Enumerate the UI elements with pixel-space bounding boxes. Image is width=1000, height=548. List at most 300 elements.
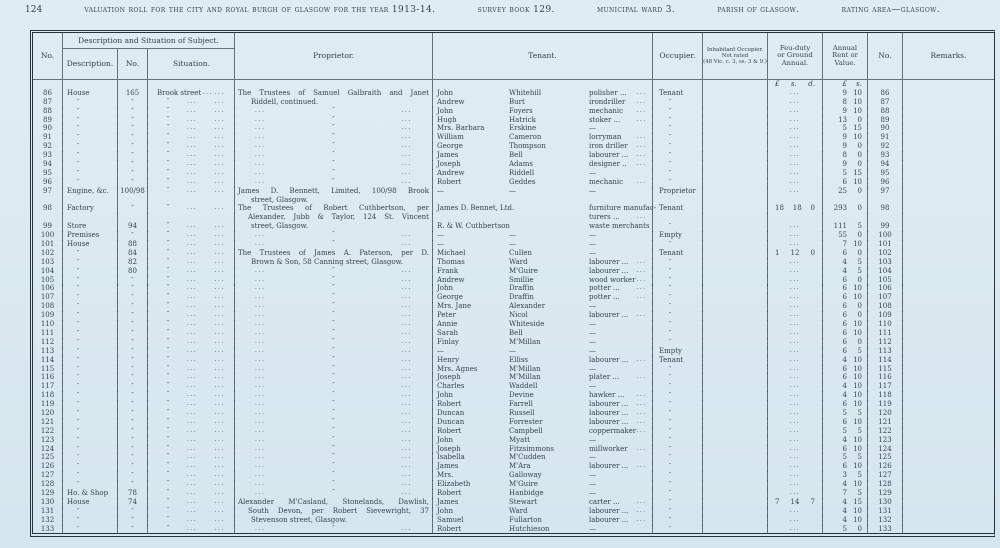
leader-dots: ... xyxy=(255,168,266,176)
rent-shillings: 10 xyxy=(853,373,862,382)
rent-shillings: 10 xyxy=(853,240,862,249)
feu-duty-cell xyxy=(768,187,823,196)
ditto-mark: ″ xyxy=(669,267,672,275)
leader-dots: ... xyxy=(636,275,647,283)
table-row xyxy=(33,204,994,213)
leader-dots: ... xyxy=(186,524,198,532)
tenant-surname: M'Cudden xyxy=(509,453,546,462)
entry-no: 115 xyxy=(40,364,55,373)
ditto-mark: ″ xyxy=(332,266,335,274)
tenant-surname: Hanbidge xyxy=(509,488,544,497)
leader-dots: ... xyxy=(186,302,198,310)
leader-dots: ... xyxy=(186,124,198,132)
rent-pounds: 6 xyxy=(842,462,847,471)
ditto-mark: ″ xyxy=(332,302,335,310)
tenant-surname: M'Millan xyxy=(509,364,541,373)
entry-no: 109 xyxy=(40,311,55,320)
page-header xyxy=(25,5,940,15)
entry-no: 133 xyxy=(878,524,892,533)
rent-shillings: 10 xyxy=(853,391,862,400)
leader-dots: ... xyxy=(214,186,225,194)
entry-no: 96 xyxy=(43,177,52,186)
entry-no: 105 xyxy=(40,275,55,284)
rent-pounds: 7 xyxy=(842,240,847,249)
leader-dots: ... xyxy=(186,444,198,452)
tenant-occupation: labourer ... xyxy=(589,462,629,471)
tenant-first-name: Mrs. Agnes xyxy=(437,364,478,373)
leader-dots: ... xyxy=(186,346,198,354)
col-header-situation: Situation. xyxy=(173,59,210,68)
ditto-mark: ″ xyxy=(167,275,170,283)
leader-dots: ... xyxy=(789,142,801,150)
leader-dots: ... xyxy=(214,106,225,114)
rent-pounds: 4 xyxy=(842,355,847,364)
situation-cell xyxy=(148,213,235,222)
leader-dots: ... xyxy=(789,284,801,292)
leader-dots: ... xyxy=(789,257,801,265)
ditto-mark: ″ xyxy=(77,516,80,524)
ditto-mark: ″ xyxy=(669,472,672,480)
tenant-occupation: — xyxy=(589,480,596,489)
occupier-cell: Empty xyxy=(653,231,703,241)
ditto-mark: ″ xyxy=(669,294,672,302)
ditto-mark: ″ xyxy=(167,284,170,292)
col-group-title: Description and Situation of Subject. xyxy=(63,33,234,49)
ditto-mark: ″ xyxy=(669,489,672,497)
rent-pounds: 9 xyxy=(842,133,847,142)
leader-dots: ... xyxy=(401,142,412,150)
ditto-mark: ″ xyxy=(77,436,80,444)
entry-no: 94 xyxy=(880,160,890,169)
ditto-mark: ″ xyxy=(131,205,134,213)
ditto-mark: ″ xyxy=(669,125,672,133)
entry-no: 128 xyxy=(40,480,55,489)
tenant-first-name: James xyxy=(437,462,459,471)
table-row xyxy=(33,489,994,498)
leader-dots: ... xyxy=(789,186,801,194)
leader-dots: ... xyxy=(789,240,801,248)
ditto-mark: ″ xyxy=(77,294,80,302)
col-header-inhabitant-occupier: Inhabitant Occupier. Not rated (48 Vic. c. 3, ss. 3 & 9.) xyxy=(703,33,768,79)
leader-dots: ... xyxy=(214,382,225,390)
leader-dots: ... xyxy=(401,124,412,132)
entry-no-cell xyxy=(33,80,63,89)
entry-no: 119 xyxy=(40,400,55,409)
rent-pounds: 6 xyxy=(842,364,847,373)
leader-dots: ... xyxy=(186,240,198,248)
description-cell: Engine, &c. xyxy=(63,187,118,196)
leader-dots: ... xyxy=(636,391,647,399)
page-title: valuation roll for the city and royal burgh of glasgow for the year 1913-14. xyxy=(84,5,436,15)
entry-no: 97 xyxy=(880,186,890,195)
col-header-feu-duty: Feu-duty or Ground Annual. xyxy=(768,33,823,79)
ditto-mark: ″ xyxy=(167,408,170,416)
ditto-mark: ″ xyxy=(167,266,170,274)
ditto-mark: ″ xyxy=(131,436,134,444)
ditto-mark: ″ xyxy=(669,116,672,124)
proprietor-cell xyxy=(235,213,433,222)
proprietor-cell xyxy=(235,89,433,98)
leader-dots: ... xyxy=(202,88,214,96)
tenant-occupation: labourer ... xyxy=(589,311,629,320)
leader-dots: ... xyxy=(636,160,647,168)
rent-pounds: 9 xyxy=(842,142,847,151)
leader-dots: ... xyxy=(214,524,225,532)
street-no-cell: 84 xyxy=(118,249,148,259)
tenant-surname: Russell xyxy=(509,408,535,417)
ditto-mark: ″ xyxy=(131,125,134,133)
description-cell: House xyxy=(63,240,118,250)
ditto-mark: ″ xyxy=(77,321,80,329)
leader-dots: ... xyxy=(214,471,225,479)
entry-no: 115 xyxy=(878,364,892,373)
leader-dots: ... xyxy=(789,471,801,479)
rent-shillings: 5 xyxy=(857,471,862,480)
table-body xyxy=(33,80,994,533)
leader-dots: ... xyxy=(186,471,198,479)
ditto-mark: ″ xyxy=(669,498,672,506)
ditto-mark: ″ xyxy=(77,454,80,462)
table-row xyxy=(33,196,994,205)
leader-dots: ... xyxy=(214,97,225,105)
leader-dots: ... xyxy=(636,426,647,434)
leader-dots: ... xyxy=(401,364,412,372)
entry-no: 125 xyxy=(40,453,55,462)
table-row xyxy=(33,498,994,507)
rent-pounds: 4 xyxy=(842,480,847,489)
leader-dots: ... xyxy=(401,382,412,390)
situation-cell xyxy=(148,80,235,89)
leader-dots: ... xyxy=(255,115,266,123)
leader-dots: ... xyxy=(186,426,198,434)
entry-no: 114 xyxy=(878,355,892,364)
inhabitant-occupier-cell xyxy=(703,187,768,196)
leader-dots: ... xyxy=(186,391,198,399)
proprietor-text: The Trustees of James A. Paterson, per D. xyxy=(238,248,429,257)
table-row xyxy=(33,409,994,418)
description-cell xyxy=(63,525,118,535)
ditto-mark: ″ xyxy=(167,355,170,363)
leader-dots: ... xyxy=(255,293,266,301)
situation-text: Brook street xyxy=(157,88,202,97)
rent-shillings: 5 xyxy=(857,222,862,231)
leader-dots: ... xyxy=(636,400,647,408)
leader-dots: ... xyxy=(636,213,647,221)
tenant-first-name: Robert xyxy=(437,426,462,435)
ditto-mark: ″ xyxy=(131,463,134,471)
proprietor-text: Brown & Son, 58 Canning street, Glasgow. xyxy=(251,257,403,266)
leader-dots: ... xyxy=(401,373,412,381)
leader-dots: ... xyxy=(255,435,266,443)
occupier-cell xyxy=(653,196,703,205)
tenant-first-name: Mrs. Barbara xyxy=(437,124,485,133)
tenant-occupation: — xyxy=(589,453,596,462)
street-no-cell: 74 xyxy=(118,498,148,508)
tenant-surname: Forrester xyxy=(509,417,543,426)
ditto-mark: ″ xyxy=(131,374,134,382)
rent-pounds: 8 xyxy=(842,151,847,160)
description-cell: House xyxy=(63,89,118,98)
tenant-first-name: George xyxy=(437,142,463,151)
tenant-occupation: — xyxy=(589,186,596,195)
proprietor-text: Stevenson street, Glasgow. xyxy=(251,515,347,524)
feu-duty-cell xyxy=(768,89,823,98)
leader-dots: ... xyxy=(789,515,801,523)
tenant-first-name: — xyxy=(437,186,444,195)
table-row xyxy=(33,107,994,116)
leader-dots: ... xyxy=(186,168,198,176)
entry-no: 108 xyxy=(878,302,892,311)
tenant-occupation: polisher ... xyxy=(589,88,627,97)
tenant-first-name: Michael xyxy=(437,248,466,257)
ditto-mark: ″ xyxy=(131,409,134,417)
ditto-mark: ″ xyxy=(332,275,335,283)
ditto-mark: ″ xyxy=(332,320,335,328)
leader-dots: ... xyxy=(636,408,647,416)
tenant-surname: Stewart xyxy=(509,497,538,506)
leader-dots: ... xyxy=(255,417,266,425)
tenant-occupation: mechanic xyxy=(589,106,624,115)
leader-dots: ... xyxy=(789,346,801,354)
ditto-mark: ″ xyxy=(131,232,134,240)
tenant-cell xyxy=(433,80,653,89)
ditto-mark: ″ xyxy=(669,383,672,391)
entry-no: 130 xyxy=(40,497,55,506)
leader-dots: ... xyxy=(186,408,198,416)
tenant-occupation: labourer ... xyxy=(589,515,629,524)
entry-no: 126 xyxy=(40,462,55,471)
ditto-mark: ″ xyxy=(131,365,134,373)
tenant-occupation: — xyxy=(589,364,596,373)
entry-no: 101 xyxy=(878,240,892,249)
entry-no: 89 xyxy=(880,115,890,124)
entry-no: 112 xyxy=(878,337,892,346)
entry-no: 90 xyxy=(880,124,890,133)
table-row xyxy=(33,222,994,231)
entry-no: 89 xyxy=(43,115,52,124)
table-row xyxy=(33,187,994,196)
tenant-occupation: — xyxy=(589,231,596,240)
rent-pounds: 6 xyxy=(842,177,847,186)
ditto-mark: ″ xyxy=(167,444,170,452)
entry-no: 95 xyxy=(880,168,890,177)
proprietor-cell xyxy=(235,80,433,89)
leader-dots: ... xyxy=(214,355,225,363)
leader-dots: ... xyxy=(401,320,412,328)
situation-cell xyxy=(148,525,235,535)
tenant-first-name: George xyxy=(437,293,463,302)
ditto-mark: ″ xyxy=(167,222,170,230)
leader-dots: ... xyxy=(214,328,225,336)
ditto-mark: ″ xyxy=(131,507,134,515)
rent-pounds: 4 xyxy=(842,497,847,506)
occupier-cell: Tenant xyxy=(653,89,703,98)
ditto-mark: ″ xyxy=(131,169,134,177)
rent-pounds: 5 xyxy=(842,426,847,435)
leader-dots: ... xyxy=(789,524,801,532)
leader-dots: ... xyxy=(401,240,412,248)
leader-dots: ... xyxy=(186,373,198,381)
situation-cell xyxy=(148,89,235,98)
leader-dots: ... xyxy=(789,106,801,114)
rent-pounds: 293 xyxy=(833,204,847,213)
tenant-surname: Adams xyxy=(509,160,533,169)
leader-dots: ... xyxy=(255,328,266,336)
currency-unit: s. xyxy=(790,80,797,88)
feu-duty-cell xyxy=(768,525,823,535)
tenant-surname: Alexander xyxy=(509,302,546,311)
leader-dots: ... xyxy=(255,302,266,310)
ditto-mark: ″ xyxy=(167,497,170,505)
ditto-mark: ″ xyxy=(332,160,335,168)
table-row xyxy=(33,89,994,98)
leader-dots: ... xyxy=(186,142,198,150)
tenant-surname: Elliss xyxy=(509,355,529,364)
ditto-mark: ″ xyxy=(77,356,80,364)
tenant-occupation: — xyxy=(589,124,596,133)
tenant-occupation: — xyxy=(589,320,596,329)
ditto-mark: ″ xyxy=(669,241,672,249)
ditto-mark: ″ xyxy=(167,320,170,328)
tenant-occupation: labourer ... xyxy=(589,355,629,364)
ditto-mark: ″ xyxy=(669,525,672,533)
rent-pounds: 6 xyxy=(842,373,847,382)
survey-book-label: survey book 129. xyxy=(477,5,555,15)
ditto-mark: ″ xyxy=(167,488,170,496)
leader-dots: ... xyxy=(214,480,225,488)
tenant-surname: Campbell xyxy=(509,426,543,435)
currency-unit: d. xyxy=(808,80,815,88)
tenant-occupation: potter ... xyxy=(589,293,620,302)
leader-dots: ... xyxy=(214,124,225,132)
entry-no: 114 xyxy=(40,355,55,364)
ditto-mark: ″ xyxy=(167,480,170,488)
rent-shillings: 10 xyxy=(853,293,862,302)
tenant-occupation: millworker xyxy=(589,444,628,453)
ditto-mark: ″ xyxy=(332,151,335,159)
ditto-mark: ″ xyxy=(669,303,672,311)
rent-shillings: 0 xyxy=(857,248,862,257)
tenant-surname: Myatt xyxy=(509,435,530,444)
tenant-occupation: — xyxy=(589,346,596,355)
entry-no: 87 xyxy=(43,97,52,106)
ditto-mark: ″ xyxy=(167,186,170,194)
rent-pounds: 25 xyxy=(838,186,847,195)
entry-no: 116 xyxy=(40,373,55,382)
proprietor-text: street, Glasgow. xyxy=(251,222,308,231)
tenant-surname: Bell xyxy=(509,328,523,337)
rent-pounds: 8 xyxy=(842,97,847,106)
rent-shillings: 10 xyxy=(853,515,862,524)
proprietor-cell xyxy=(235,525,433,535)
ditto-mark: ″ xyxy=(332,177,335,185)
ditto-mark: ″ xyxy=(167,151,170,159)
leader-dots: ... xyxy=(401,524,412,532)
entry-no-cell xyxy=(33,187,63,196)
rent-pounds: 4 xyxy=(842,266,847,275)
ditto-mark: ″ xyxy=(77,161,80,169)
tenant-surname: Foyers xyxy=(509,106,533,115)
rent-pounds: 4 xyxy=(842,257,847,266)
entry-no: 96 xyxy=(880,177,890,186)
ditto-mark: ″ xyxy=(131,116,134,124)
rent-shillings: 10 xyxy=(853,435,862,444)
table-row xyxy=(33,382,994,391)
feu-duty-value: 12 xyxy=(790,248,800,257)
table-row xyxy=(33,124,994,133)
tenant-first-name: John xyxy=(437,284,454,293)
ditto-mark: ″ xyxy=(77,107,80,115)
leader-dots: ... xyxy=(789,320,801,328)
table-row xyxy=(33,231,994,240)
col-header-no-right: No. xyxy=(868,33,903,79)
ditto-mark: ″ xyxy=(167,515,170,523)
entry-no: 98 xyxy=(43,204,52,213)
occupier-cell: Tenant xyxy=(653,249,703,259)
table-row xyxy=(33,178,994,187)
table-row xyxy=(33,525,994,534)
tenant-cell xyxy=(433,196,653,205)
tenant-surname: Smillie xyxy=(509,275,534,284)
table-row xyxy=(33,311,994,320)
leader-dots: ... xyxy=(214,302,225,310)
tenant-first-name: John xyxy=(437,435,454,444)
proprietor-text: Alexander, Jubb & Taylor, 124 St. Vincent xyxy=(248,213,429,222)
ditto-mark: ″ xyxy=(131,303,134,311)
ditto-mark: ″ xyxy=(131,143,134,151)
leader-dots: ... xyxy=(186,133,198,141)
tenant-occupation: — xyxy=(589,302,596,311)
leader-dots: ... xyxy=(214,275,225,283)
tenant-first-name: William xyxy=(437,133,464,142)
ditto-mark: ″ xyxy=(131,338,134,346)
street-no-cell: 78 xyxy=(118,489,148,499)
leader-dots: ... xyxy=(255,462,266,470)
ditto-mark: ″ xyxy=(332,408,335,416)
description-cell: House xyxy=(63,498,118,508)
description-cell: Ho. & Shop xyxy=(63,489,118,499)
tenant-surname: Waddell xyxy=(509,382,538,391)
ditto-mark: ″ xyxy=(77,472,80,480)
leader-dots: ... xyxy=(214,293,225,301)
rent-pounds: 6 xyxy=(842,320,847,329)
leader-dots: ... xyxy=(186,497,198,505)
rent-pounds: 9 xyxy=(842,106,847,115)
feu-duty-value: 0 xyxy=(810,204,815,213)
entry-no: 107 xyxy=(878,293,892,302)
tenant-first-name: — xyxy=(437,240,444,249)
leader-dots: ... xyxy=(255,177,266,185)
leader-dots: ... xyxy=(789,97,801,105)
ditto-mark: ″ xyxy=(167,115,170,123)
col-header-annual-rent: Annual Rent or Value. xyxy=(823,33,868,79)
rent-pounds: 6 xyxy=(842,302,847,311)
ditto-mark: ″ xyxy=(669,427,672,435)
tenant-first-name: R. & W. Cuthbertson xyxy=(437,222,510,231)
tenant-occupation: — xyxy=(589,435,596,444)
tenant-occupation: — xyxy=(589,471,596,480)
entry-no: 108 xyxy=(40,302,55,311)
table-row xyxy=(33,151,994,160)
ditto-mark: ″ xyxy=(332,231,335,239)
ditto-mark: ″ xyxy=(332,133,335,141)
entry-no: 122 xyxy=(878,426,892,435)
feu-duty-value: 7 xyxy=(775,497,780,506)
leader-dots: ... xyxy=(636,506,647,514)
street-no-cell: 94 xyxy=(118,222,148,232)
ditto-mark: ″ xyxy=(332,355,335,363)
entry-no: 86 xyxy=(880,88,890,97)
